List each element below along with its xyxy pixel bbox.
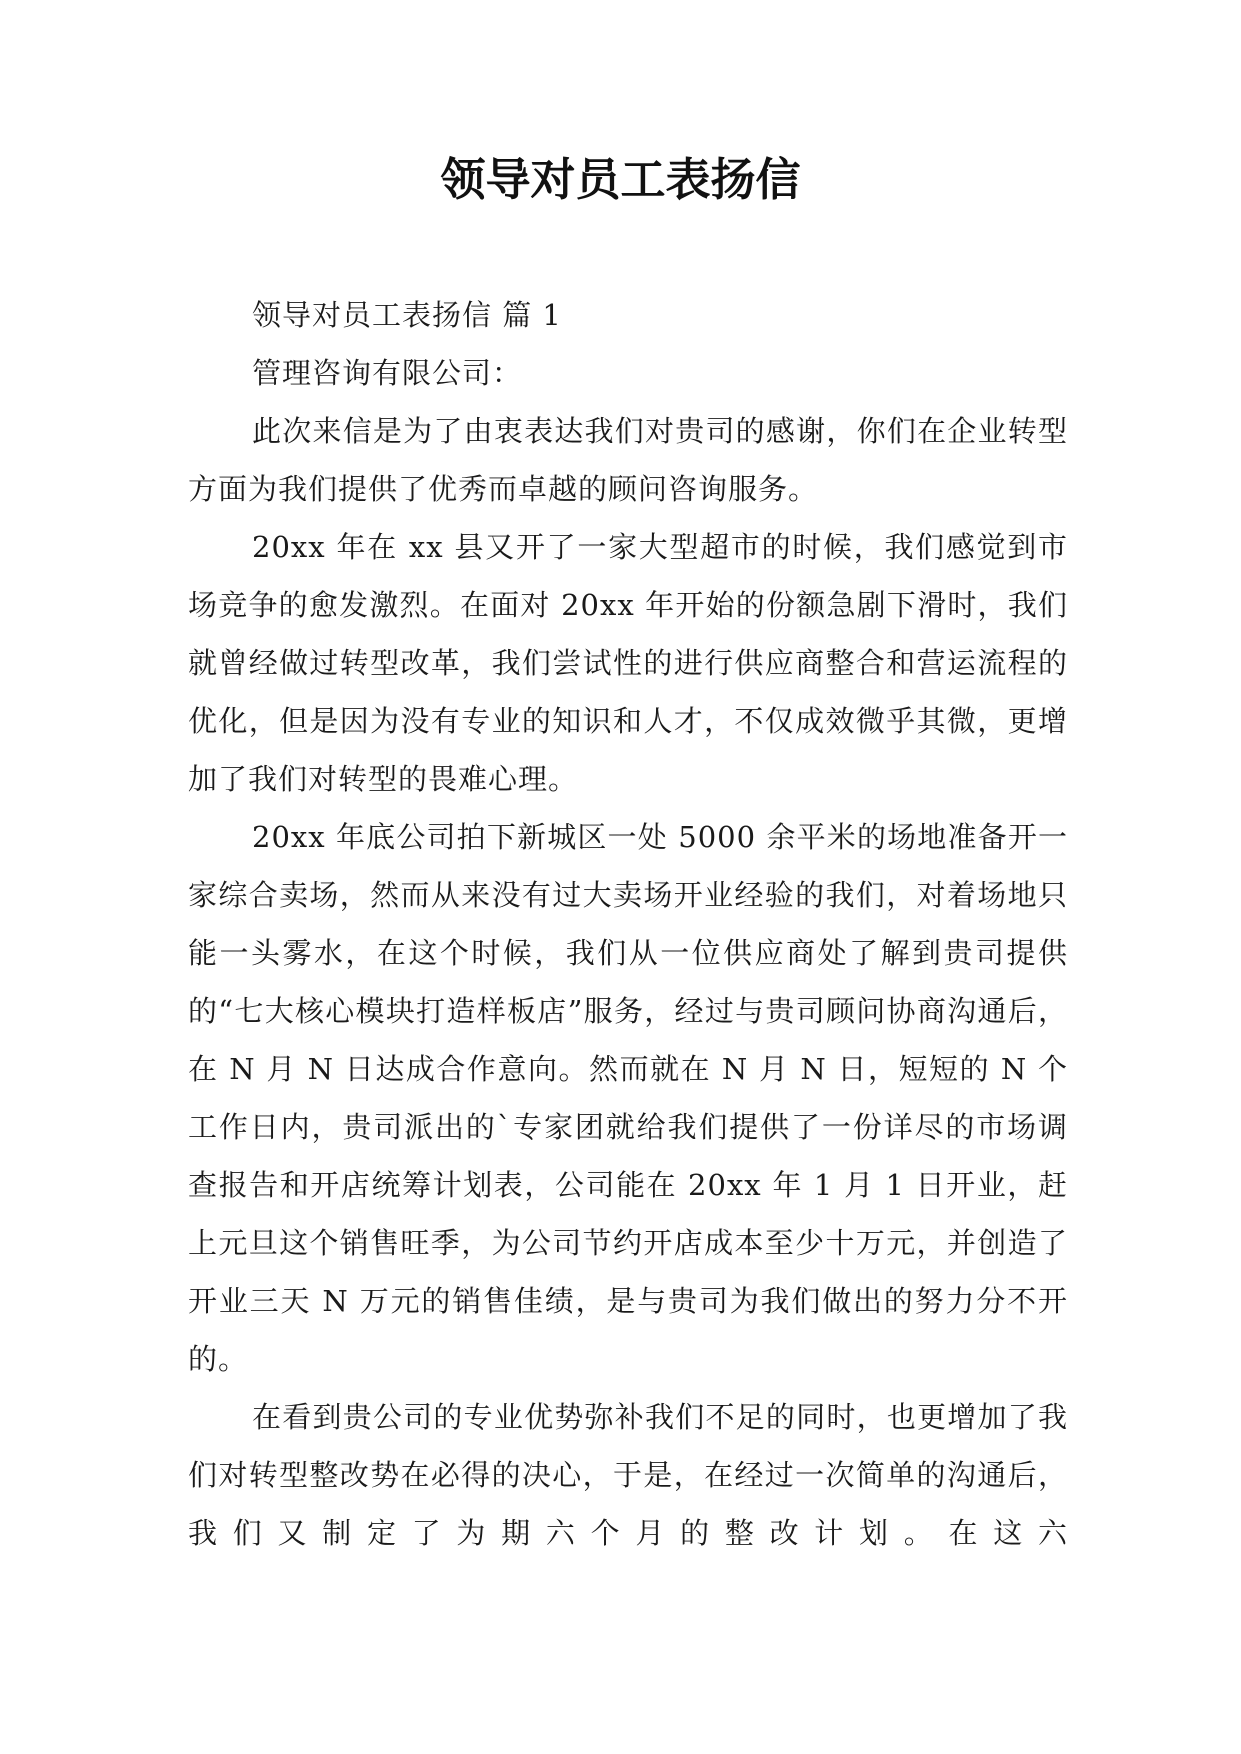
document-title: 领导对员工表扬信	[440, 153, 801, 206]
paragraph-background: 20xx 年在 xx 县又开了一家大型超市的时候，我们感觉到市场竞争的愈发激烈。在面对 20xx 年开始的份额急剧下滑时，我们就曾经做过转型改革，我们尝试性的进行供应商整合和营运流程的优化，但是因为没有专业的知识和人才，不仅成效微乎其微，更增加了我们对转型的畏难心理。	[188, 530, 1068, 796]
salutation: 管理咨询有限公司：	[252, 356, 523, 390]
paragraph-rectification: 在看到贵公司的专业优势弥补我们不足的同时，也更增加了我们对转型整改势在必得的决心，于是，在经过一次简单的沟通后，我们又制定了为期六个月的整改计划。在这六	[188, 1400, 1068, 1550]
section-heading: 领导对员工表扬信 篇 1	[252, 298, 562, 332]
paragraph-intro: 此次来信是为了由衷表达我们对贵司的感谢，你们在企业转型方面为我们提供了优秀而卓越的顾问咨询服务。	[188, 414, 1068, 506]
paragraph-cooperation: 20xx 年底公司拍下新城区一处 5000 余平米的场地准备开一家综合卖场，然而从来没有过大卖场开业经验的我们，对着场地只能一头雾水，在这个时候，我们从一位供应商处了解到贵司提供的“七大核心模块打造样板店”服务，经过与贵司顾问协商沟通后，在 N 月 N 日达成合作意向。然而就在 N 月 N 日，短短的 N 个工作日内，贵司派出的`专家团就给我们提供了一份详尽的市场调查报告和开店统筹计划表，公司能在 20xx 年 1 月 1 日开业，赶上元旦这个销售旺季，为公司节约开店成本至少十万元，并创造了开业三天 N 万元的销售佳绩，是与贵司为我们做出的努力分不开的。	[188, 820, 1068, 1376]
document-body	[188, 286, 1068, 1562]
